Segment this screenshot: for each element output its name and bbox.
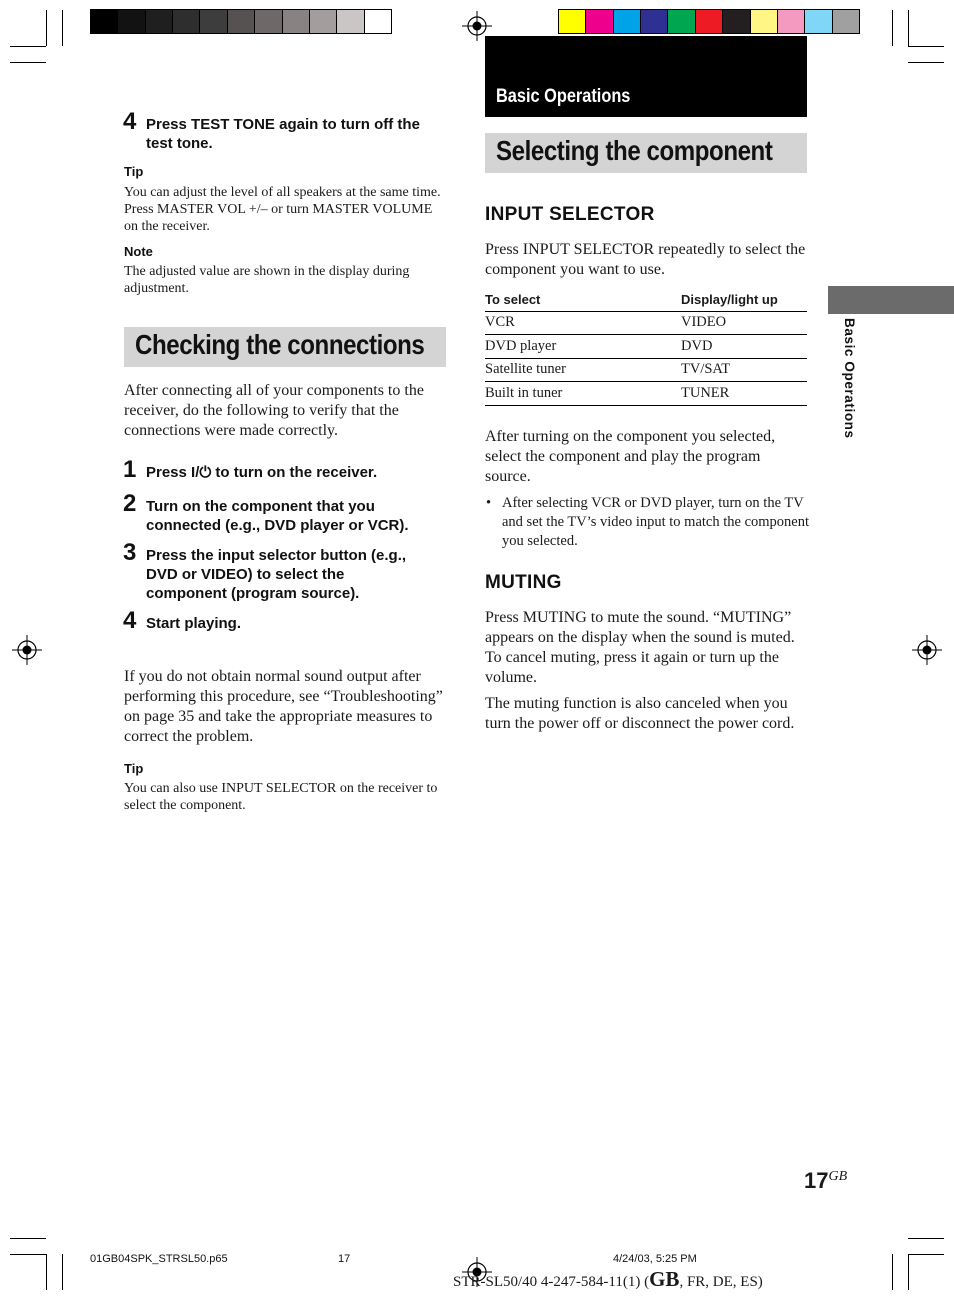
calibration-swatch [91,10,118,33]
step-text: Press TEST TONE again to turn off the test tone. [146,116,420,152]
tip-label: Tip [124,761,144,776]
step-text: Press I/⏻ to turn on the receiver. [146,464,378,481]
calibration-swatch [173,10,200,33]
input-selector-heading: INPUT SELECTOR [485,204,655,225]
table-row [485,311,807,335]
footer-model-text: STR-SL50/40 4-247-584-11(1) ( [453,1274,650,1290]
page-number-value: 17 [804,1168,829,1193]
step-number: 2 [123,490,137,517]
muting-heading: MUTING [485,572,562,593]
calibration-swatch [641,10,668,33]
calibration-swatch [228,10,255,33]
crop-mark [908,1254,944,1255]
note-text: The adjusted value are shown in the display during adjustment. [124,264,410,296]
crop-mark [908,1238,944,1239]
crop-mark [10,62,46,63]
step-number: 1 [123,456,137,483]
muting-paragraph: The muting function is also canceled when you turn the power off or disconnect the power cord. [485,695,795,732]
crop-mark [892,1254,893,1290]
calibration-swatch [310,10,337,33]
crop-mark [908,10,909,46]
table-cell: VCR [485,311,681,335]
crop-mark [46,10,47,46]
crop-mark [908,1254,909,1290]
intro-paragraph: After connecting all of your components to the receiver, do the following to verify that the connections were made correctly. [124,382,424,439]
table-row [485,382,807,406]
header-band [485,36,807,117]
crop-mark [908,46,944,47]
calibration-swatch [751,10,778,33]
step-text: Press the input selector button (e.g., DVD or VIDEO) to select the component (program source). [146,547,407,602]
crop-mark [10,46,46,47]
crop-mark [10,1238,46,1239]
calibration-swatch [118,10,145,33]
crop-mark [892,10,893,46]
calibration-swatch [283,10,310,33]
tip-label: Tip [124,164,144,179]
step-number: 4 [123,607,137,634]
tip-text: You can also use INPUT SELECTOR on the receiver to select the component. [124,781,438,813]
table-cell: Satellite tuner [485,358,681,382]
table-cell: TV/SAT [681,358,807,382]
calibration-swatch [559,10,586,33]
calibration-swatch [337,10,364,33]
table-header: To select [485,289,681,311]
footer-date: 4/24/03, 5:25 PM [613,1253,697,1265]
footer-model-langs: , FR, DE, ES) [679,1274,763,1290]
after-paragraph: After turning on the component you selected, select the component and play the program source. [485,428,776,485]
calibration-swatch [778,10,805,33]
bullet-dot: • [486,495,492,511]
side-tab-label: Basic Operations [842,318,857,439]
crop-mark [46,1254,47,1290]
crop-mark [62,10,63,46]
footer-page: 17 [338,1253,351,1265]
page-number-suffix: GB [828,1169,848,1184]
page-number [804,1168,847,1194]
calibration-swatch [614,10,641,33]
calibration-swatch [805,10,832,33]
section-title-band [485,133,807,173]
registration-mark-icon [12,635,42,665]
calibration-swatch [668,10,695,33]
selector-table [485,289,807,406]
input-selector-intro: Press INPUT SELECTOR repeatedly to select the component you want to use. [485,241,806,278]
table-cell: Built in tuner [485,382,681,406]
calibration-swatch [255,10,282,33]
calibration-swatch [365,10,391,33]
calibration-swatch [833,10,859,33]
table-cell: DVD player [485,335,681,359]
section-title: Checking the connections [135,329,425,360]
header-band-label: Basic Operations [496,86,631,107]
crop-mark [908,62,944,63]
step-text: Turn on the component that you connected (e.g., DVD player or VCR). [146,498,409,534]
calibration-swatch [696,10,723,33]
calibration-swatch [146,10,173,33]
section-title: Selecting the component [496,135,773,166]
table-cell: TUNER [681,382,807,406]
gray-calibration-bars [90,9,392,34]
crop-mark [62,1254,63,1290]
section-title-band [124,327,446,367]
step-number: 3 [123,539,137,566]
muting-paragraph: Press MUTING to mute the sound. “MUTING” appears on the display when the sound is muted. To cancel muting, press it again or turn up the volume. [485,609,795,686]
troubleshoot-paragraph: If you do not obtain normal sound output after performing this procedure, see “Troubleshooting” on page 35 and take the appropriate measures to correct the problem. [124,668,443,745]
note-label: Note [124,244,153,259]
table-cell: DVD [681,335,807,359]
table-row [485,358,807,382]
table-row [485,335,807,359]
step-text: Start playing. [146,615,242,632]
footer-model [453,1267,763,1292]
step-number: 4 [123,108,137,135]
table-header: Display/light up [681,289,807,311]
crop-mark [10,1254,46,1255]
color-calibration-bars [558,9,860,34]
side-tab [828,286,954,314]
calibration-swatch [200,10,227,33]
calibration-swatch [586,10,613,33]
table-cell: VIDEO [681,311,807,335]
calibration-swatch [723,10,750,33]
tip-text: You can adjust the level of all speakers at the same time. Press MASTER VOL +/– or turn MASTER VOLUME on the receiver. [124,185,441,234]
registration-mark-icon [912,635,942,665]
bullet-text: After selecting VCR or DVD player, turn on the TV and set the TV’s video input to match the component you selected. [502,495,809,549]
footer-file: 01GB04SPK_STRSL50.p65 [90,1253,228,1265]
footer-model-gb: GB [649,1267,680,1291]
